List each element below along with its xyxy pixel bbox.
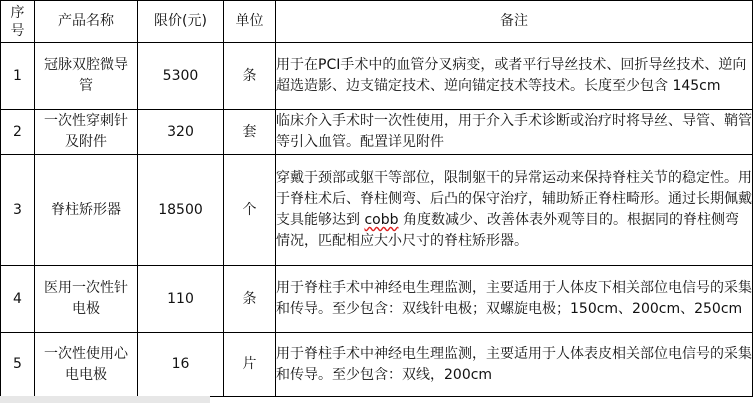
header-unit: 单位 — [224, 1, 276, 43]
row-product-name: 一次性使用心电电极 — [35, 333, 138, 397]
row-note: 用于在PCI手术中的血管分叉病变，或者平行导丝技术、回折导丝技术、逆向超选造影、边支锚定技术、逆向锚定技术等技术。长度至少包含 145cm — [276, 43, 753, 110]
row-unit: 个 — [224, 155, 276, 266]
row-index: 2 — [1, 110, 35, 155]
table-row — [1, 266, 753, 333]
row-unit: 条 — [224, 43, 276, 110]
row-price: 5300 — [138, 43, 224, 110]
header-name: 产品名称 — [35, 1, 138, 43]
row-product-name: 一次性穿刺针及附件 — [35, 110, 138, 155]
row-price: 16 — [138, 333, 224, 397]
row-unit: 片 — [224, 333, 276, 397]
row-price: 110 — [138, 266, 224, 333]
table-row — [1, 333, 753, 397]
row-index: 1 — [1, 43, 35, 110]
row-unit: 套 — [224, 110, 276, 155]
row-unit: 条 — [224, 266, 276, 333]
header-row — [1, 1, 753, 43]
row-note: 用于脊柱手术中神经电生理监测，主要适用于人体皮下相关部位电信号的采集和传导。至少包含：双线针电极；双螺旋电极；150cm、200cm、250cm — [276, 266, 753, 333]
header-price: 限价(元) — [138, 1, 224, 43]
note-text-after: 角度数减少、改善体表外观等目的。根据同的脊柱侧弯情况，匹配相应大小尺寸的脊柱矫形器。 — [276, 212, 739, 249]
header-note: 备注 — [276, 1, 753, 43]
row-note: 用于脊柱手术中神经电生理监测，主要适用于人体表皮相关部位电信号的采集和传导。至少包含：双线，200cm — [276, 333, 753, 397]
header-index-label: 序号 — [10, 4, 25, 39]
row-price: 320 — [138, 110, 224, 155]
header-index — [1, 1, 35, 43]
note-text-before: 穿戴于颈部或躯干等部位，限制躯干的异常运动来保持脊柱关节的稳定性。用于脊柱术后、脊柱侧弯、后凸的保守治疗，辅助矫正脊柱畸形。通过长期佩戴支具能够达到 — [276, 170, 752, 228]
table-row — [1, 155, 753, 266]
row-index: 4 — [1, 266, 35, 333]
table-row — [1, 110, 753, 155]
spellcheck-flagged-word: cobb — [364, 212, 399, 228]
row-product-name: 脊柱矫形器 — [35, 155, 138, 266]
row-product-name: 医用一次性针电极 — [35, 266, 138, 333]
row-note — [276, 155, 753, 266]
row-note: 临床介入手术时一次性使用，用于介入手术诊断或治疗时将导丝、导管、鞘管等引入血管。配置详见附件 — [276, 110, 753, 155]
table-row — [1, 43, 753, 110]
page-bottom-shadow — [0, 396, 210, 403]
row-index: 5 — [1, 333, 35, 397]
row-index: 3 — [1, 155, 35, 266]
row-product-name: 冠脉双腔微导管 — [35, 43, 138, 110]
row-price: 18500 — [138, 155, 224, 266]
